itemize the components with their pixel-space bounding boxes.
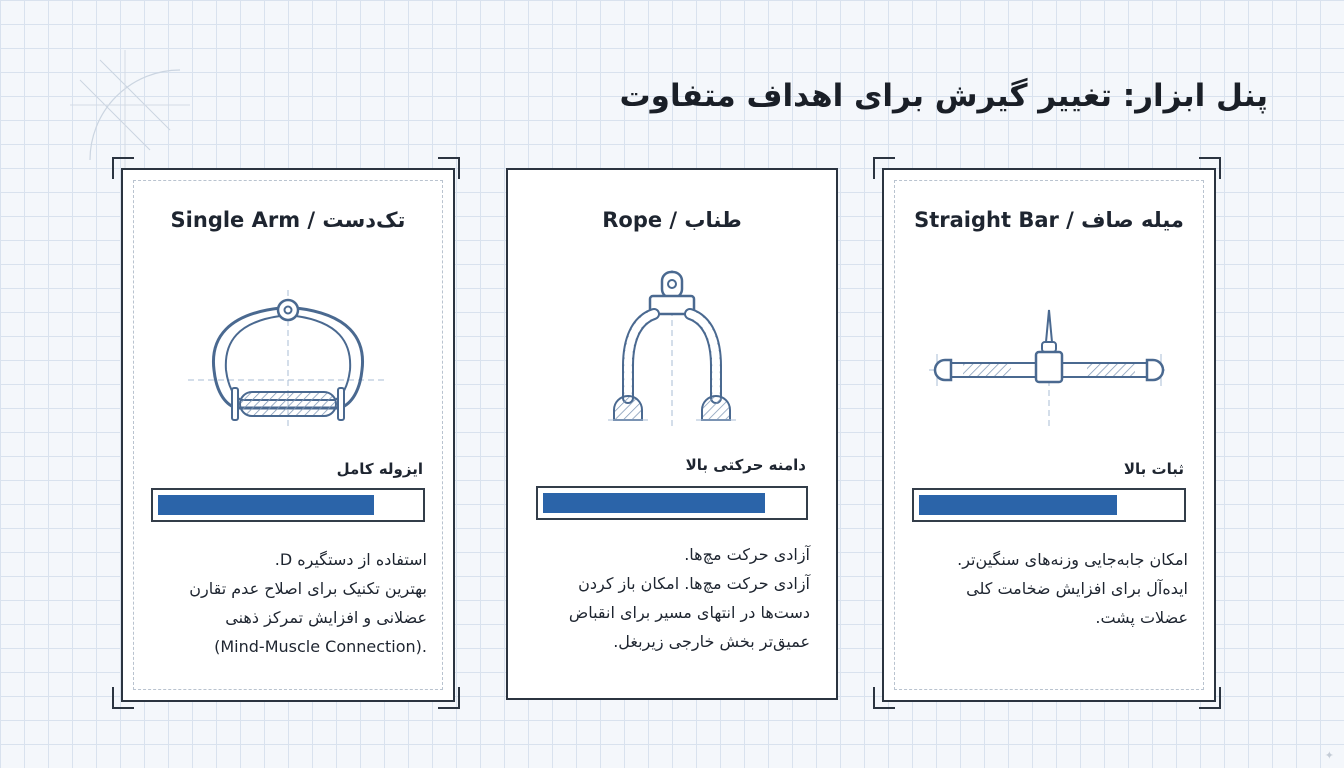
description-line: عضلات پشت. [1095,608,1188,627]
metric-bar-fill [919,495,1117,515]
description-line: دست‌ها در انتهای مسیر برای انقباض [568,603,810,622]
card-straight-bar [873,157,1221,709]
description-line: استفاده از دستگیره D. [274,550,427,569]
card-description [147,545,427,661]
metric-bar-fill [543,493,765,513]
card-body [882,168,1216,702]
description-line: عضلانی و افزایش تمرکز ذهنی [225,608,427,627]
card-body [506,168,838,700]
description-line: ایده‌آل برای افزایش ضخامت کلی [966,579,1188,598]
metric-bar [912,488,1186,522]
description-line: آزادی حرکت مچ‌ها. امکان باز کردن [578,574,810,593]
metric-bar-fill [158,495,374,515]
card-title: Straight Bar / میله صاف [914,208,1184,232]
metric-bar [151,488,425,522]
description-line: (Mind-Muscle Connection). [214,637,427,656]
card-title: Rope / طناب [602,208,742,232]
metric-label: ایزوله کامل [336,460,423,478]
description-line: عمیق‌تر بخش خارجی زیربغل. [613,632,810,651]
card-single-arm [112,157,460,709]
description-line: آزادی حرکت مچ‌ها. [684,545,810,564]
card-description [908,545,1188,632]
description-line: بهترین تکنیک برای اصلاح عدم تقارن [189,579,427,598]
description-line: امکان جابه‌جایی وزنه‌های سنگین‌تر. [957,550,1188,569]
metric-label: ثبات بالا [1123,460,1184,478]
card-body [121,168,455,702]
metric-label: دامنه حرکتی بالا [685,456,806,474]
page-title: پنل ابزار: تغییر گیرش برای اهداف متفاوت [619,78,1268,114]
card-rope [506,168,854,720]
card-title: Single Arm / تک‌دست [170,208,406,232]
metric-bar [536,486,808,520]
rope-handle-icon [552,270,792,430]
sparkle-icon: ✦ [1324,749,1334,762]
d-handle-icon [168,280,408,440]
straight-bar-icon [919,280,1179,440]
card-description [532,540,810,656]
